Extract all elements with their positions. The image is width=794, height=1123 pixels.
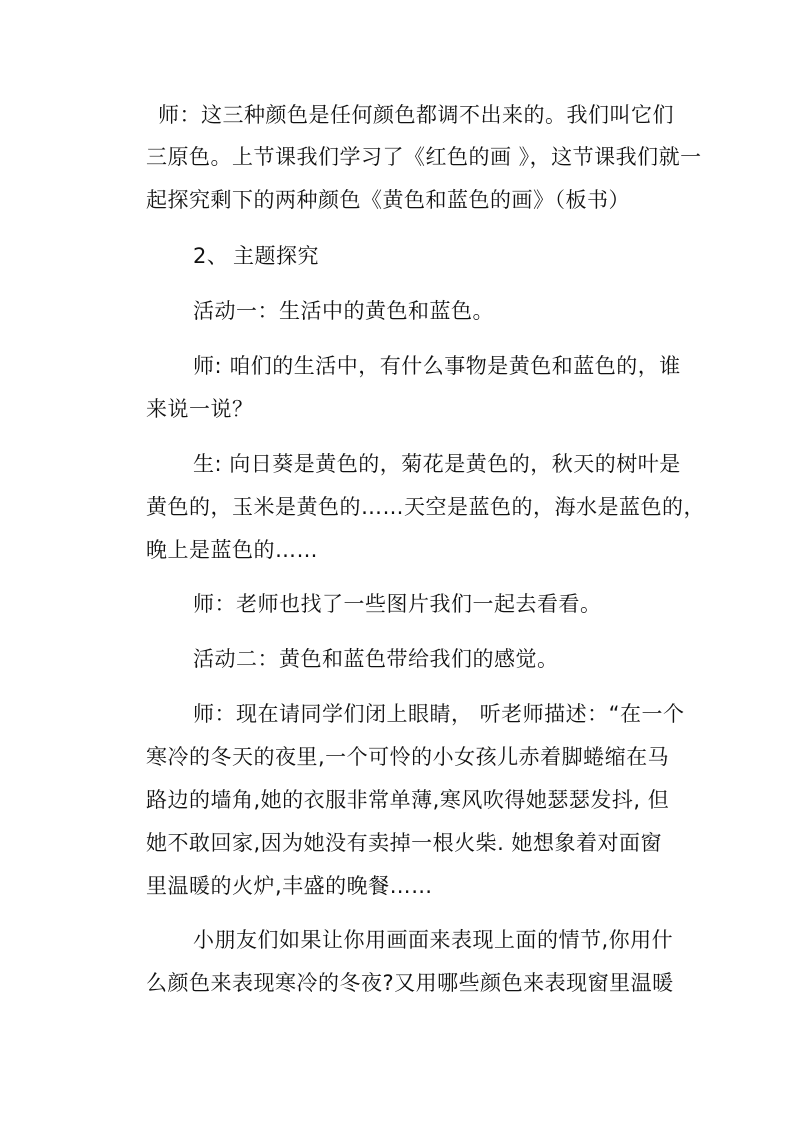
paragraph-line: 三原色。上节课我们学习了《红色的画 》，这节课我们就一: [146, 145, 702, 169]
paragraph-line: 晚上是蓝色的……: [146, 538, 318, 562]
section-number: 2、: [193, 244, 229, 268]
paragraph-line: 师：老师也找了一些图片我们一起去看看。: [193, 592, 602, 616]
paragraph-line: 她不敢回家,因为她没有卖掉一根火柴. 她想象着对面窗: [146, 831, 663, 855]
paragraph-line: 师：这三种颜色是任何颜色都调不出来的。我们叫它们: [158, 103, 674, 127]
paragraph-line: 起探究剩下的两种颜色《黄色和蓝色的画》（板书）: [146, 188, 630, 212]
paragraph-line: 里温暖的火炉,丰盛的晚餐……: [146, 874, 433, 898]
paragraph-line: 来说一说？: [146, 397, 254, 421]
activity-heading: 活动二：黄色和蓝色带给我们的感觉。: [193, 647, 559, 671]
paragraph-line: 师: 咱们的生活中，有什么事物是黄色和蓝色的，谁: [193, 354, 681, 378]
paragraph-line: 小朋友们如果让你用画面来表现上面的情节,你用什: [193, 928, 674, 952]
paragraph-line: 黄色的，玉米是黄色的……天空是蓝色的，海水是蓝色的，: [146, 495, 705, 519]
paragraph-line: 师：现在请同学们闭上眼睛， 听老师描述：“在一个: [193, 702, 685, 726]
paragraph-line: 寒冷的冬天的夜里,一个可怜的小女孩儿赤着脚蜷缩在马: [146, 745, 670, 769]
paragraph-line: 么颜色来表现寒冷的冬夜?又用哪些颜色来表现窗里温暖: [146, 971, 674, 995]
section-heading: [193, 242, 319, 270]
paragraph-line: 生: 向日葵是黄色的，菊花是黄色的，秋天的树叶是: [193, 452, 681, 476]
section-title: 主题探究: [233, 244, 319, 268]
activity-heading: 活动一：生活中的黄色和蓝色。: [193, 299, 494, 323]
paragraph-line: 路边的墙角,她的衣服非常单薄,寒风吹得她瑟瑟发抖, 但: [146, 788, 670, 812]
